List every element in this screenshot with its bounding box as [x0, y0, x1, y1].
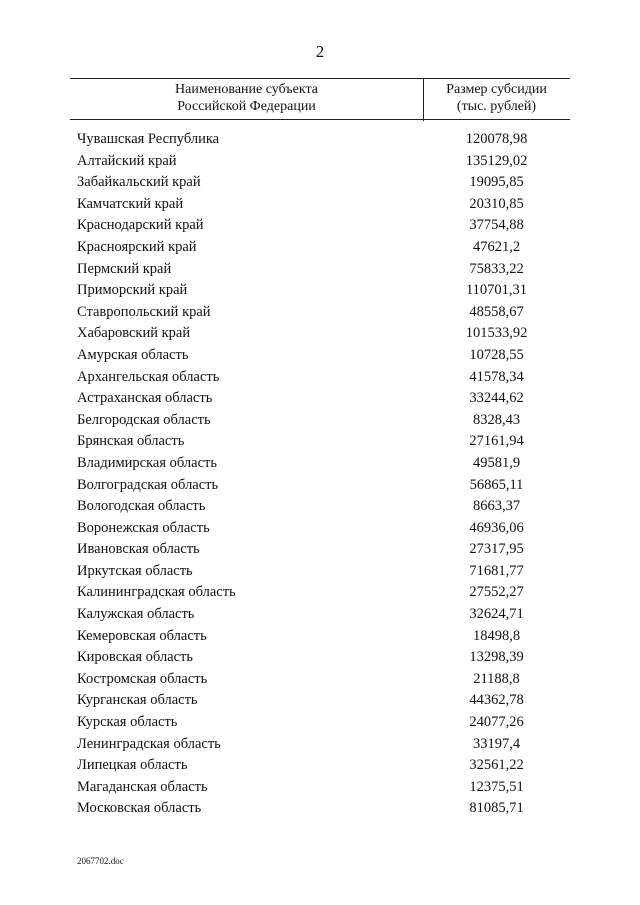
table-row: [77, 215, 570, 237]
table-row: [77, 647, 570, 669]
table-row: [77, 475, 570, 497]
subsidy-value: 10728,55: [469, 346, 524, 363]
subsidy-value: 21188,8: [473, 670, 520, 687]
header-subject-column: [70, 79, 424, 121]
table-row: [77, 777, 570, 799]
page-number: 2: [315, 42, 325, 61]
table-row: [77, 561, 570, 583]
table-row: [77, 151, 570, 173]
subject-name: Камчатский край: [77, 195, 184, 212]
table-body: [77, 129, 570, 820]
table-row: [77, 431, 570, 453]
table-row: [77, 388, 570, 410]
table-row: [77, 194, 570, 216]
table-row: [77, 496, 570, 518]
table-row: [77, 626, 570, 648]
subject-name: Краснодарский край: [77, 217, 204, 234]
subsidy-value: 19095,85: [469, 174, 524, 191]
subsidy-value: 8328,43: [472, 411, 521, 428]
subsidy-value: 49581,9: [472, 454, 521, 471]
subject-name: Калужская область: [77, 606, 195, 623]
subject-name: Ленинградская область: [77, 735, 221, 752]
subject-name: Курская область: [77, 714, 178, 731]
subject-name: Воронежская область: [77, 519, 210, 536]
table-row: [77, 539, 570, 561]
subsidy-value: 81085,71: [469, 800, 524, 817]
table-row: [77, 172, 570, 194]
subject-name: Курганская область: [77, 692, 198, 709]
table-header: [70, 78, 570, 120]
subsidy-value: 27552,27: [469, 584, 524, 601]
subject-name: Ставропольский край: [77, 303, 211, 320]
subsidy-value: 27317,95: [469, 541, 524, 558]
subsidy-value: 120078,98: [465, 131, 528, 147]
table-row: [77, 755, 570, 777]
table-row: [77, 129, 570, 151]
subject-name: Астраханская область: [77, 390, 213, 407]
subject-name: Хабаровский край: [77, 325, 191, 342]
subsidy-value: 48558,67: [469, 303, 524, 320]
subsidy-value: 33244,62: [469, 390, 524, 407]
subject-name: Московская область: [77, 800, 202, 817]
document-code: 2067702.doc: [77, 856, 124, 866]
subject-name: Чувашская Республика: [77, 131, 220, 147]
subsidy-value: 41578,34: [469, 368, 524, 385]
subsidy-value: 75833,22: [469, 260, 524, 277]
subject-name: Липецкая область: [77, 757, 188, 774]
subject-name: Красноярский край: [77, 238, 197, 255]
subsidy-value: 110701,31: [465, 282, 528, 299]
header-subject-line1: Наименование субъекта: [175, 82, 318, 97]
header-subject-line2: Российской Федерации: [177, 99, 316, 114]
subject-name: Пермский край: [77, 260, 172, 277]
subsidy-value: 101533,92: [465, 325, 528, 342]
table-row: [77, 237, 570, 259]
subsidy-value: 37754,88: [469, 217, 524, 234]
subsidy-value: 24077,26: [469, 714, 524, 731]
table-row: [77, 280, 570, 302]
subsidy-value: 71681,77: [469, 562, 524, 579]
subsidy-value: 13298,39: [469, 649, 524, 666]
subject-name: Иркутская область: [77, 562, 193, 579]
subsidy-value: 32561,22: [469, 757, 524, 774]
header-subsidy-column: [423, 79, 570, 121]
header-subsidy-line2: (тыс. рублей): [456, 99, 537, 114]
subsidy-value: 56865,11: [469, 476, 524, 493]
table-row: [77, 323, 570, 345]
table-row: [77, 734, 570, 756]
subject-name: Кемеровская область: [77, 627, 207, 644]
subject-name: Костромская область: [77, 670, 208, 687]
table-row: [77, 345, 570, 367]
subsidy-value: 44362,78: [469, 692, 524, 709]
subject-name: Вологодская область: [77, 498, 206, 515]
table-row: [77, 669, 570, 691]
subject-name: Алтайский край: [77, 152, 177, 169]
subject-name: Волгоградская область: [77, 476, 219, 493]
table-row: [77, 604, 570, 626]
subsidy-value: 32624,71: [469, 606, 524, 623]
subject-name: Приморский край: [77, 282, 188, 299]
subsidy-value: 46936,06: [469, 519, 524, 536]
subsidy-value: 8663,37: [472, 498, 521, 515]
subject-name: Забайкальский край: [77, 174, 201, 191]
table-row: [77, 582, 570, 604]
subsidy-value: 33197,4: [472, 735, 521, 752]
subject-name: Белгородская область: [77, 411, 211, 428]
subsidy-value: 135129,02: [465, 152, 528, 169]
subsidy-value: 12375,51: [469, 778, 524, 795]
table-row: [77, 302, 570, 324]
subsidy-value: 27161,94: [469, 433, 524, 450]
subject-name: Брянская область: [77, 433, 185, 450]
subject-name: Кировская область: [77, 649, 194, 666]
table-row: [77, 712, 570, 734]
subject-name: Владимирская область: [77, 454, 217, 471]
table-row: [77, 259, 570, 281]
subject-name: Калининградская область: [77, 584, 236, 601]
subject-name: Ивановская область: [77, 541, 200, 558]
table-row: [77, 367, 570, 389]
subject-name: Архангельская область: [77, 368, 220, 385]
subject-name: Амурская область: [77, 346, 189, 363]
table-row: [77, 410, 570, 432]
subsidy-value: 20310,85: [469, 195, 524, 212]
table-row: [77, 453, 570, 475]
table-row: [77, 690, 570, 712]
subsidy-value: 18498,8: [472, 627, 521, 644]
table-row: [77, 798, 570, 820]
subsidy-value: 47621,2: [472, 238, 521, 255]
subject-name: Магаданская область: [77, 778, 208, 795]
table-row: [77, 518, 570, 540]
header-subsidy-line1: Размер субсидии: [446, 82, 547, 97]
